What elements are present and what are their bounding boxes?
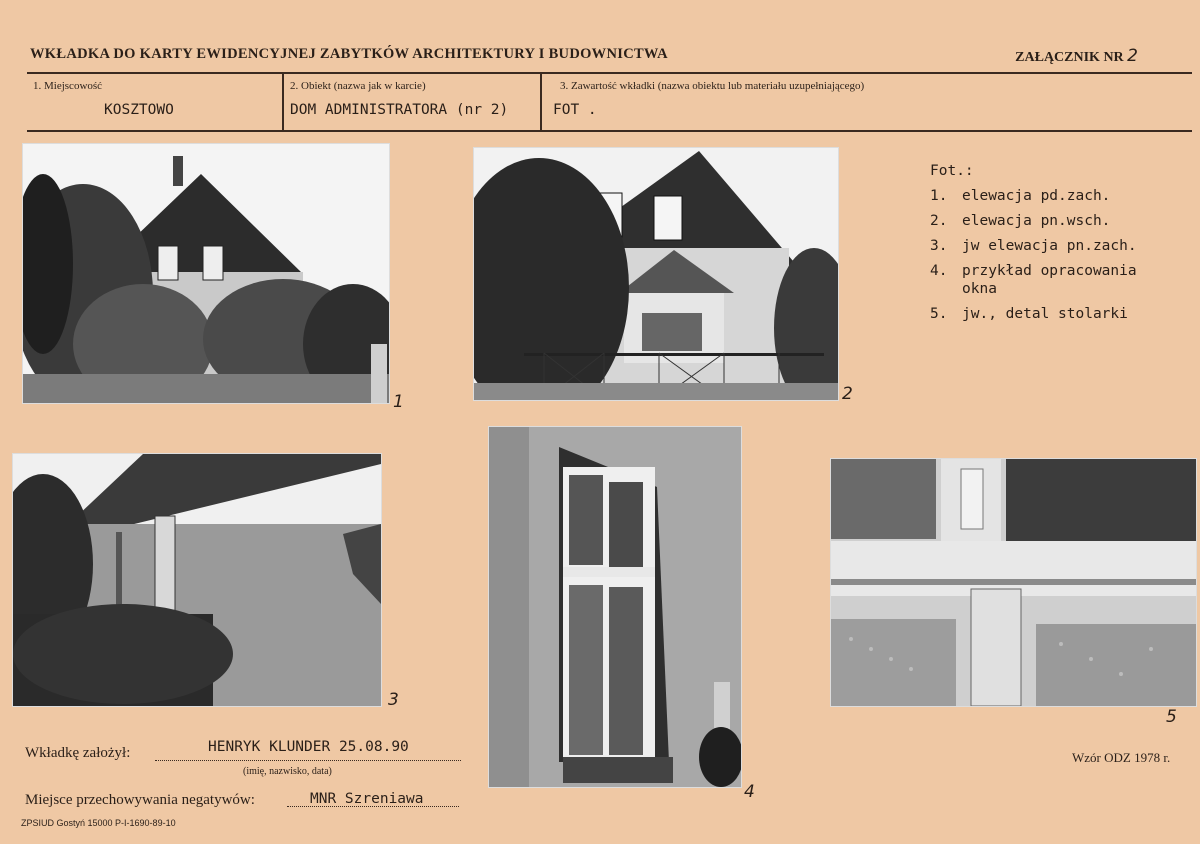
object-label: 2. Obiekt (nazwa jak w karcie) xyxy=(290,80,426,92)
caption-item xyxy=(930,187,1175,205)
photo-number-4: 4 xyxy=(744,782,755,802)
object-value: DOM ADMINISTRATORA (nr 2) xyxy=(290,102,509,118)
header-rule-bottom xyxy=(27,130,1192,132)
author-hint: (imię, nazwisko, data) xyxy=(243,766,332,777)
caption-number: 2. xyxy=(930,213,948,229)
content-value: FOT . xyxy=(553,102,597,118)
caption-text: jw., detal stolarki xyxy=(962,306,1128,322)
field-divider-1 xyxy=(282,74,284,130)
caption-number: 5. xyxy=(930,306,948,322)
content-label: 3. Zawartość wkładki (nazwa obiektu lub materiału uzupełniającego) xyxy=(560,80,865,92)
photo-number-3: 3 xyxy=(388,690,399,710)
field-divider-2 xyxy=(540,74,542,130)
caption-number: 1. xyxy=(930,188,948,204)
caption-list xyxy=(930,162,1175,330)
photo-3 xyxy=(12,453,382,707)
caption-text: jw elewacja pn.zach. xyxy=(962,238,1137,254)
negatives-label: Miejsce przechowywania negatywów: xyxy=(25,792,255,808)
locality-label: 1. Miejscowość xyxy=(33,80,103,92)
template-label: Wzór ODZ 1978 r. xyxy=(1072,750,1171,765)
caption-item xyxy=(930,237,1175,255)
attachment-number-value: 2 xyxy=(1127,46,1138,66)
caption-text: elewacja pn.wsch. xyxy=(962,213,1111,229)
caption-item xyxy=(930,212,1175,230)
author-label: Wkładkę założył: xyxy=(25,745,131,761)
negatives-value: MNR Szreniawa xyxy=(310,791,424,807)
caption-heading: Fot.: xyxy=(930,163,974,179)
photo-number-5: 5 xyxy=(1166,707,1177,727)
author-value: HENRYK KLUNDER 25.08.90 xyxy=(208,739,409,755)
caption-item xyxy=(930,262,1175,298)
attachment-label: ZAŁĄCZNIK NR xyxy=(1015,50,1124,65)
attachment-number xyxy=(1015,46,1138,66)
photo-1 xyxy=(22,143,390,404)
photo-5 xyxy=(830,458,1197,707)
photo-number-1: 1 xyxy=(393,392,404,412)
locality-value: KOSZTOWO xyxy=(104,102,174,118)
photo-2 xyxy=(473,147,839,401)
print-code: ZPSIUD Gostyń 15000 P-I-1690-89-10 xyxy=(21,818,176,828)
header-rule-top xyxy=(27,72,1192,74)
caption-item xyxy=(930,305,1175,323)
form-title: WKŁADKA DO KARTY EWIDENCYJNEJ ZABYTKÓW ARCHITEKTURY I BUDOWNICTWA xyxy=(30,46,668,62)
author-line xyxy=(155,760,461,761)
caption-text: przykład opracowania okna xyxy=(962,263,1137,297)
caption-number: 3. xyxy=(930,238,948,254)
caption-text: elewacja pd.zach. xyxy=(962,188,1111,204)
photo-number-2: 2 xyxy=(842,384,853,404)
caption-number: 4. xyxy=(930,263,948,279)
photo-4 xyxy=(488,426,742,788)
